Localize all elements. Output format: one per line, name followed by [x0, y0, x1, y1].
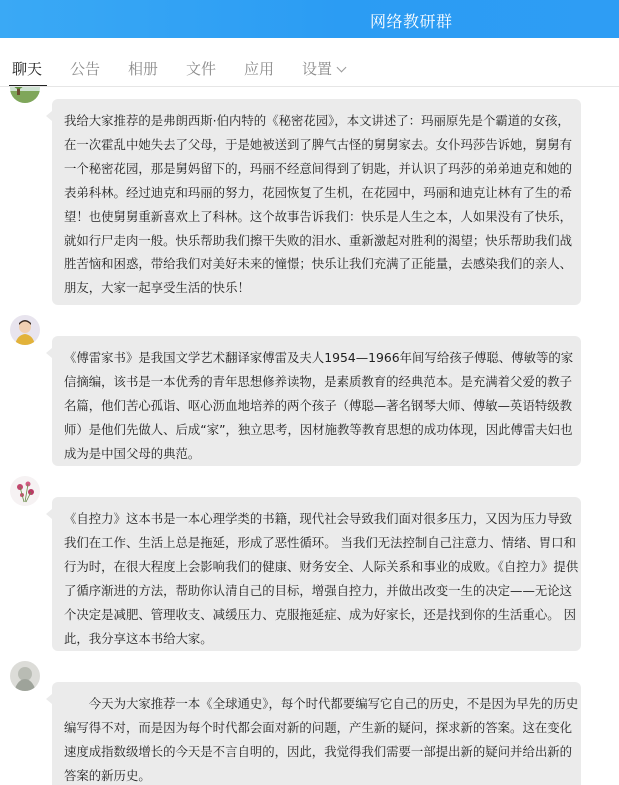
message-bubble: 我给大家推荐的是弗朗西斯·伯内特的《秘密花园》，本文讲述了：玛丽原先是个霸道的女孩，在一次霍乱中她失去了父母，于是她被送到了脾气古怪的舅舅家去。女仆玛莎告诉她，舅舅有一个秘密花园，那是舅妈留下的，玛丽不经意间得到了钥匙，并认识了玛莎的弟弟迪克和她的表弟科林。经过迪克和玛丽的努力，花园恢复了生机，在花园中，玛丽和迪克让林有了生的希望！也使舅舅重新喜欢上了科林。这个故事告诉我们：快乐是人生之本，人如果没有了快乐，就如行尸走肉一般。快乐帮助我们擦干失败的泪水、重新激起对胜利的渴望；快乐帮助我们战胜苦恼和困惑，带给我们对美好未来的憧憬；快乐让我们充满了正能量，去感染我们的亲人、朋友，大家一起享受生活的快乐！ [52, 99, 581, 305]
chat-message-list[interactable] [0, 87, 619, 785]
tab-settings[interactable] [302, 58, 345, 79]
tab-bar [0, 38, 619, 86]
chevron-down-icon [337, 63, 347, 73]
flower-avatar-icon[interactable] [10, 476, 40, 506]
title-bar [0, 0, 619, 38]
message-bubble: 《自控力》这本书是一本心理学类的书籍，现代社会导致我们面对很多压力，又因为压力导致我们在工作、生活上总是拖延，形成了恶性循环。 当我们无法控制自己注意力、情绪、胃口和行为时，在很大程度上会影响我们的健康、财务安全、人际关系和事业的成败。《自控力》提供了循序渐进的方法，帮助你认清自己的目标，增强自控力，并做出改变一生的决定——无论这个决定是减肥、管理收支、减缓压力、克服拖延症、成为好家长，还是找到你的生活重心。 因此，我分享这本书给大家。 [52, 497, 581, 651]
tab-apps[interactable]: 应用 [244, 60, 275, 78]
message-bubble: 《傅雷家书》是我国文学艺术翻译家傅雷及夫人1954—1966年间写给孩子傅聪、傅敏等的家信摘编，该书是一本优秀的青年思想修养读物，是素质教育的经典范本。是充满着父爱的教子名篇，他们苦心孤诣、呕心沥血地培养的两个孩子（傅聪—著名钢琴大师、傅敏—英语特级教师）是他们先做人、后成“家”，独立思考，因材施教等教育思想的成功体现，因此傅雷夫妇也成为是中国父母的典范。 [52, 336, 581, 466]
tab-announcements[interactable]: 公告 [70, 60, 101, 78]
tab-chat[interactable]: 聊天 [12, 60, 43, 78]
tab-album[interactable]: 相册 [128, 60, 159, 78]
gray-avatar-icon[interactable] [10, 661, 40, 691]
window-title: 网络教研群 [370, 12, 453, 31]
message-bubble: 今天为大家推荐一本《全球通史》，每个时代都要编写它自己的历史，不是因为早先的历史编写得不对，而是因为每个时代都会面对新的问题，产生新的疑问，探求新的答案。这在变化速度成指数级增长的今天是不言自明的，因此，我觉得我们需要一部提出新的疑问并给出新的答案的新历史。 [52, 682, 581, 785]
person-avatar-icon[interactable] [10, 315, 40, 345]
tab-settings-label: 设置 [302, 60, 333, 78]
landscape-avatar-icon[interactable] [10, 87, 40, 103]
tab-files[interactable]: 文件 [186, 60, 217, 78]
